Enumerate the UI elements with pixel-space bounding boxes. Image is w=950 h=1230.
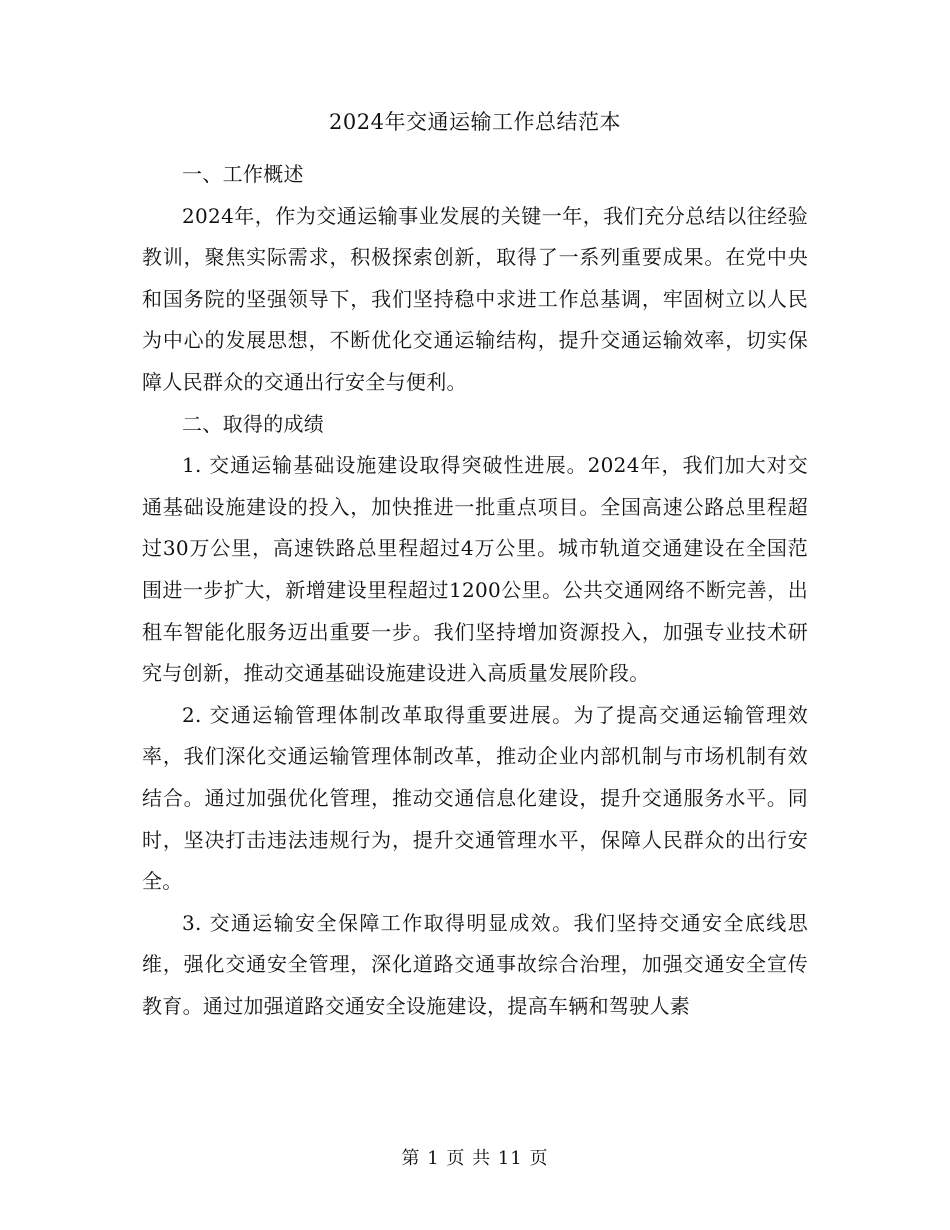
paragraph-overview: 2024年，作为交通运输事业发展的关键一年，我们充分总结以往经验教训，聚焦实际需求，积极探索创新，取得了一系列重要成果。在党中央和国务院的坚强领导下，我们坚持稳中求进工作总基调，牢固树立以人民为中心的发展思想，不断优化交通运输结构，提升交通运输效率，切实保障人民群众的交通出行安全与便利。 — [142, 203, 808, 394]
page-number-footer: 第 1 页 共 11 页 — [401, 1148, 549, 1169]
section-heading-achievements: 二、取得的成绩 — [182, 411, 325, 436]
document-title: 2024年交通运输工作总结范本 — [329, 110, 621, 134]
document-body — [142, 154, 808, 1027]
section-heading-overview: 一、工作概述 — [182, 162, 304, 186]
paragraph-infrastructure: 1. 交通运输基础设施建设取得突破性进展。2024年，我们加大对交通基础设施建设的投入，加快推进一批重点项目。全国高速公路总里程超过30万公里，高速铁路总里程超过4万公里。城市轨道交通建设在全国范围进一步扩大，新增建设里程超过1200公里。公共交通网络不断完善，出租车智能化服务迈出重要一步。我们坚持增加资源投入，加强专业技术研究与创新，推动交通基础设施建设进入高质量发展阶段。 — [142, 453, 808, 686]
paragraph-management-reform: 2. 交通运输管理体制改革取得重要进展。为了提高交通运输管理效率，我们深化交通运输管理体制改革，推动企业内部机制与市场机制有效结合。通过加强优化管理，推动交通信息化建设，提升交通服务水平。同时，坚决打击违法违规行为，提升交通管理水平，保障人民群众的出行安全。 — [142, 702, 808, 894]
paragraph-safety: 3. 交通运输安全保障工作取得明显成效。我们坚持交通安全底线思维，强化交通安全管理，深化道路交通事故综合治理，加强交通安全宣传教育。通过加强道路交通安全设施建设，提高车辆和驾驶人素 — [142, 910, 808, 1018]
